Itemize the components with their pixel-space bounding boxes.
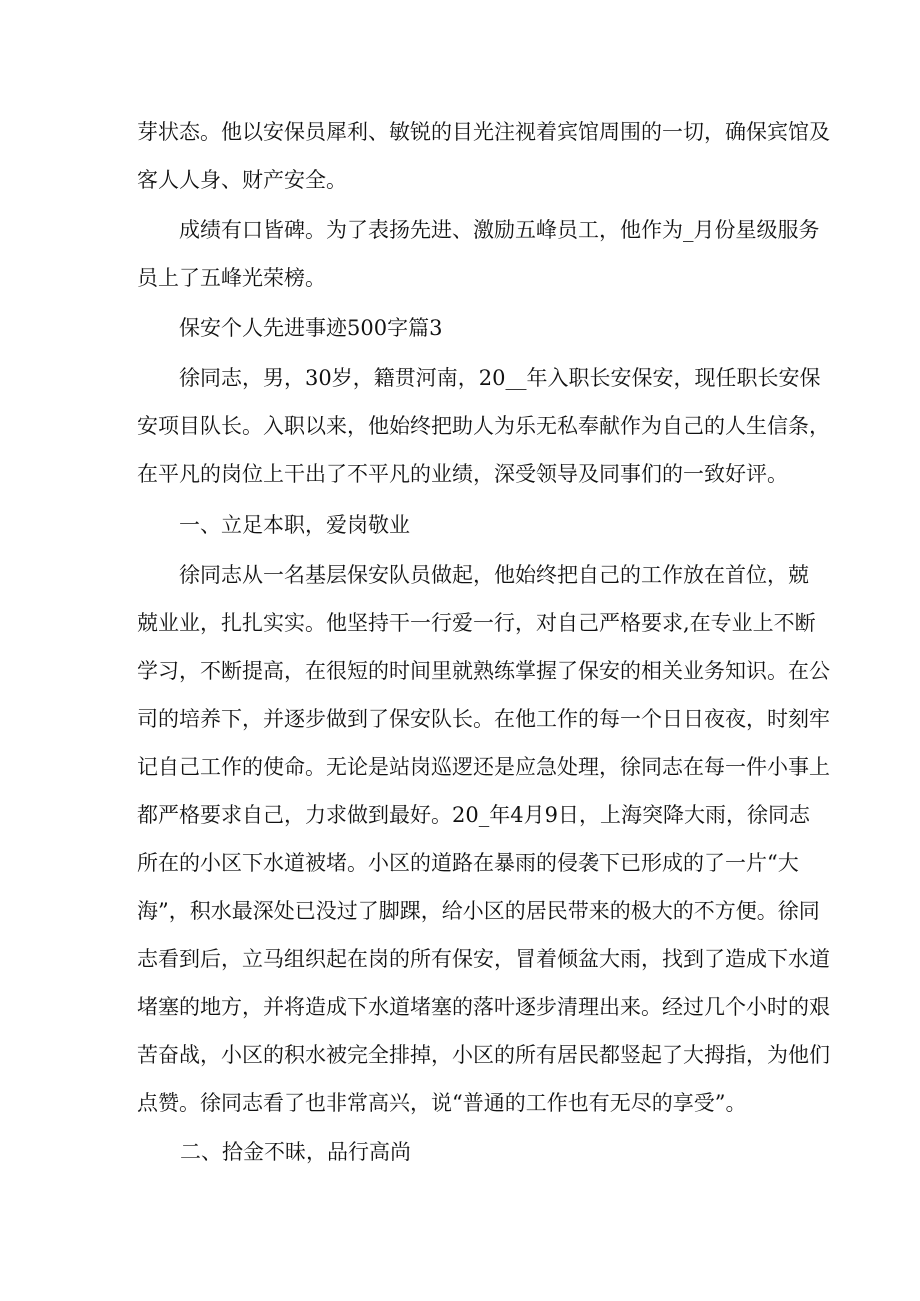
subsection-heading: 一、立足本职，爱岗敬业: [179, 513, 410, 537]
text-line: 海”，积水最深处已没过了脚踝，给小区的居民带来的极大的不方便。徐同: [137, 899, 820, 923]
text-line: 客人人身、财产安全。: [137, 168, 347, 192]
text-line: 学习，不断提高，在很短的时间里就熟练掌握了保安的相关业务知识。在公: [137, 659, 830, 683]
text-line: 志看到后，立马组织起在岗的所有保安，冒着倾盆大雨，找到了造成下水道: [137, 947, 830, 971]
text-line: 在平凡的岗位上干出了不平凡的业绩，深受领导及同事们的一致好评。: [137, 462, 788, 486]
paragraph-first-line: 徐同志从一名基层保安队员做起，他始终把自己的工作放在首位，兢: [179, 563, 809, 587]
subsection-heading: 二、拾金不昧，品行高尚: [180, 1140, 411, 1164]
text-line: 芽状态。他以安保员犀利、敏锐的目光注视着宾馆周围的一切，确保宾馆及: [137, 120, 830, 144]
section-title: 保安个人先进事迹500字篇3: [179, 316, 443, 340]
paragraph-first-line: 徐同志，男，30岁，籍贯河南，20__年入职长安保安，现任职长安保: [179, 366, 821, 390]
text-line: 都严格要求自己，力求做到最好。20_年4月9日，上海突降大雨，徐同志: [137, 803, 810, 827]
paragraph-first-line: 成绩有口皆碑。为了表扬先进、激励五峰员工，他作为_月份星级服务: [179, 218, 820, 242]
text-line: 堵塞的地方，并将造成下水道堵塞的落叶逐步清理出来。经过几个小时的艰: [137, 995, 830, 1019]
text-line: 苦奋战，小区的积水被完全排掉，小区的所有居民都竖起了大拇指，为他们: [137, 1043, 830, 1067]
text-line: 兢业业，扎扎实实。他坚持干一行爱一行，对自己严格要求,在专业上不断: [137, 611, 816, 635]
text-line: 司的培养下，并逐步做到了保安队长。在他工作的每一个日日夜夜，时刻牢: [137, 707, 830, 731]
text-line: 安项目队长。入职以来，他始终把助人为乐无私奉献作为自己的人生信条，: [137, 414, 830, 438]
text-line: 所在的小区下水道被堵。小区的道路在暴雨的侵袭下已形成的了一片“大: [137, 851, 799, 875]
text-line: 记自己工作的使命。无论是站岗巡逻还是应急处理，徐同志在每一件小事上: [137, 755, 830, 779]
text-line: 点赞。徐同志看了也非常高兴，说“普通的工作也有无尽的享受”。: [137, 1091, 747, 1115]
text-line: 员上了五峰光荣榜。: [137, 266, 326, 290]
